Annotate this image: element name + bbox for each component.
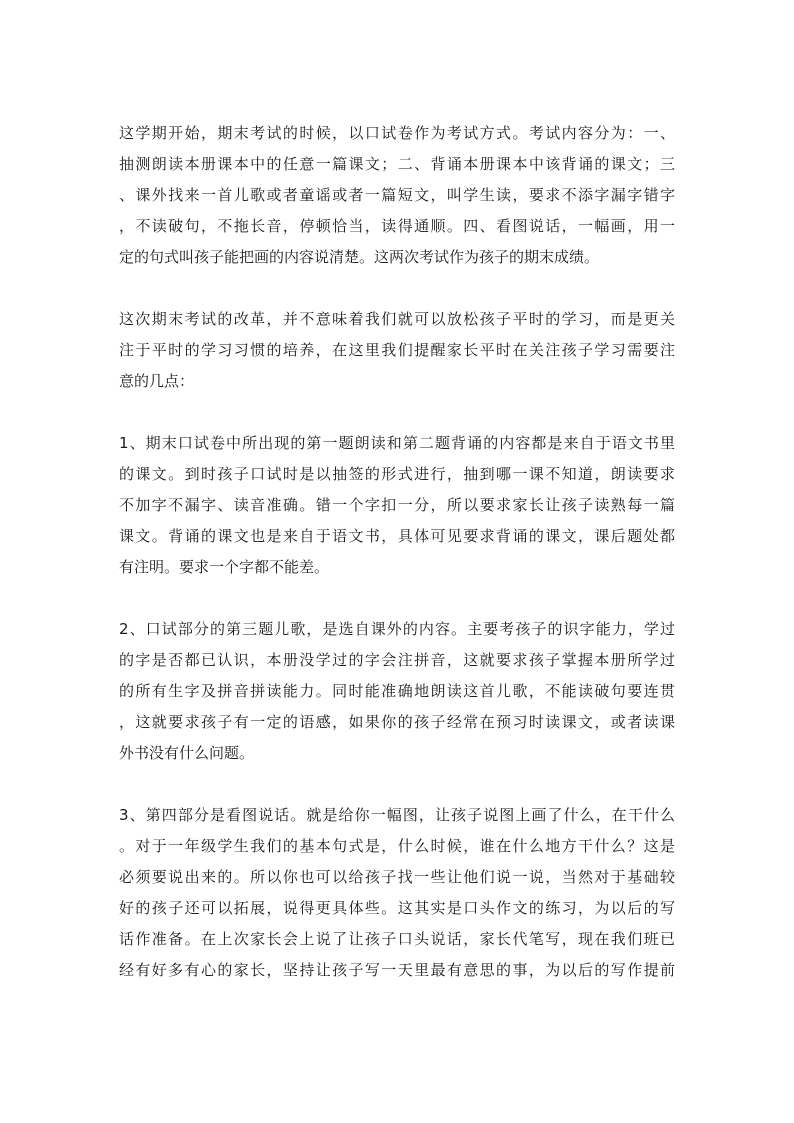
text-line: 2、口试部分的第三题儿歌，是选自课外的内容。主要考孩子的识字能力，学过 (119, 620, 675, 638)
text-line: ，这就要求孩子有一定的语感，如果你的孩子经常在预习时读课文，或者读课 (119, 713, 675, 731)
text-line: 的字是否都已认识，本册没学过的字会注拼音，这就要求孩子掌握本册所学过 (119, 651, 675, 669)
paragraph-point-2 (119, 614, 675, 769)
text-line: 不加字不漏字、读音准确。错一个字扣一分，所以要求家长让孩子读熟每一篇 (119, 496, 675, 514)
paragraph-point-1 (119, 428, 675, 583)
paragraph-reform-note (119, 304, 675, 397)
text-line: 外书没有什么问题。 (119, 744, 255, 762)
text-line: 3、第四部分是看图说话。就是给你一幅图，让孩子说图上画了什么，在干什么 (119, 806, 675, 824)
text-line: 这学期开始，期末考试的时候，以口试卷作为考试方式。考试内容分为：一、 (119, 124, 675, 142)
text-line: 抽测朗读本册课本中的任意一篇课文；二、背诵本册课本中该背诵的课文；三 (119, 155, 675, 173)
text-line: 有注明。要求一个字都不能差。 (119, 558, 330, 576)
paragraph-exam-format (119, 118, 675, 273)
text-line: 必须要说出来的。所以你也可以给孩子找一些让他们说一说，当然对于基础较 (119, 868, 675, 886)
text-line: 的课文。到时孩子口试时是以抽签的形式进行，抽到哪一课不知道，朗读要求 (119, 465, 675, 483)
text-line: 话作准备。在上次家长会上说了让孩子口头说话，家长代笔写，现在我们班已 (119, 930, 675, 948)
text-line: 、课外找来一首儿歌或者童谣或者一篇短文，叫学生读，要求不添字漏字错字 (119, 186, 675, 204)
text-line: 定的句式叫孩子能把画的内容说清楚。这两次考试作为孩子的期末成绩。 (119, 248, 600, 266)
text-line: 课文。背诵的课文也是来自于语文书，具体可见要求背诵的课文，课后题处都 (119, 527, 675, 545)
text-line: 意的几点： (119, 372, 195, 390)
text-line: 。对于一年级学生我们的基本句式是，什么时候，谁在什么地方干什么？这是 (119, 837, 675, 855)
text-line: 这次期末考试的改革，并不意味着我们就可以放松孩子平时的学习，而是更关 (119, 310, 675, 328)
text-line: 1、期末口试卷中所出现的第一题朗读和第二题背诵的内容都是来自于语文书里 (119, 434, 675, 452)
text-line: 的所有生字及拼音拼读能力。同时能准确地朗读这首儿歌，不能读破句要连贯 (119, 682, 675, 700)
document-body (119, 118, 675, 1017)
text-line: 好的孩子还可以拓展，说得更具体些。这其实是口头作文的练习，为以后的写 (119, 899, 675, 917)
text-line: 注于平时的学习习惯的培养，在这里我们提醒家长平时在关注孩子学习需要注 (119, 341, 675, 359)
paragraph-point-3 (119, 800, 675, 986)
text-line: ，不读破句，不拖长音，停顿恰当，读得通顺。四、看图说话，一幅画，用一 (119, 217, 675, 235)
text-line: 经有好多有心的家长，坚持让孩子写一天里最有意思的事，为以后的写作提前 (119, 961, 675, 979)
